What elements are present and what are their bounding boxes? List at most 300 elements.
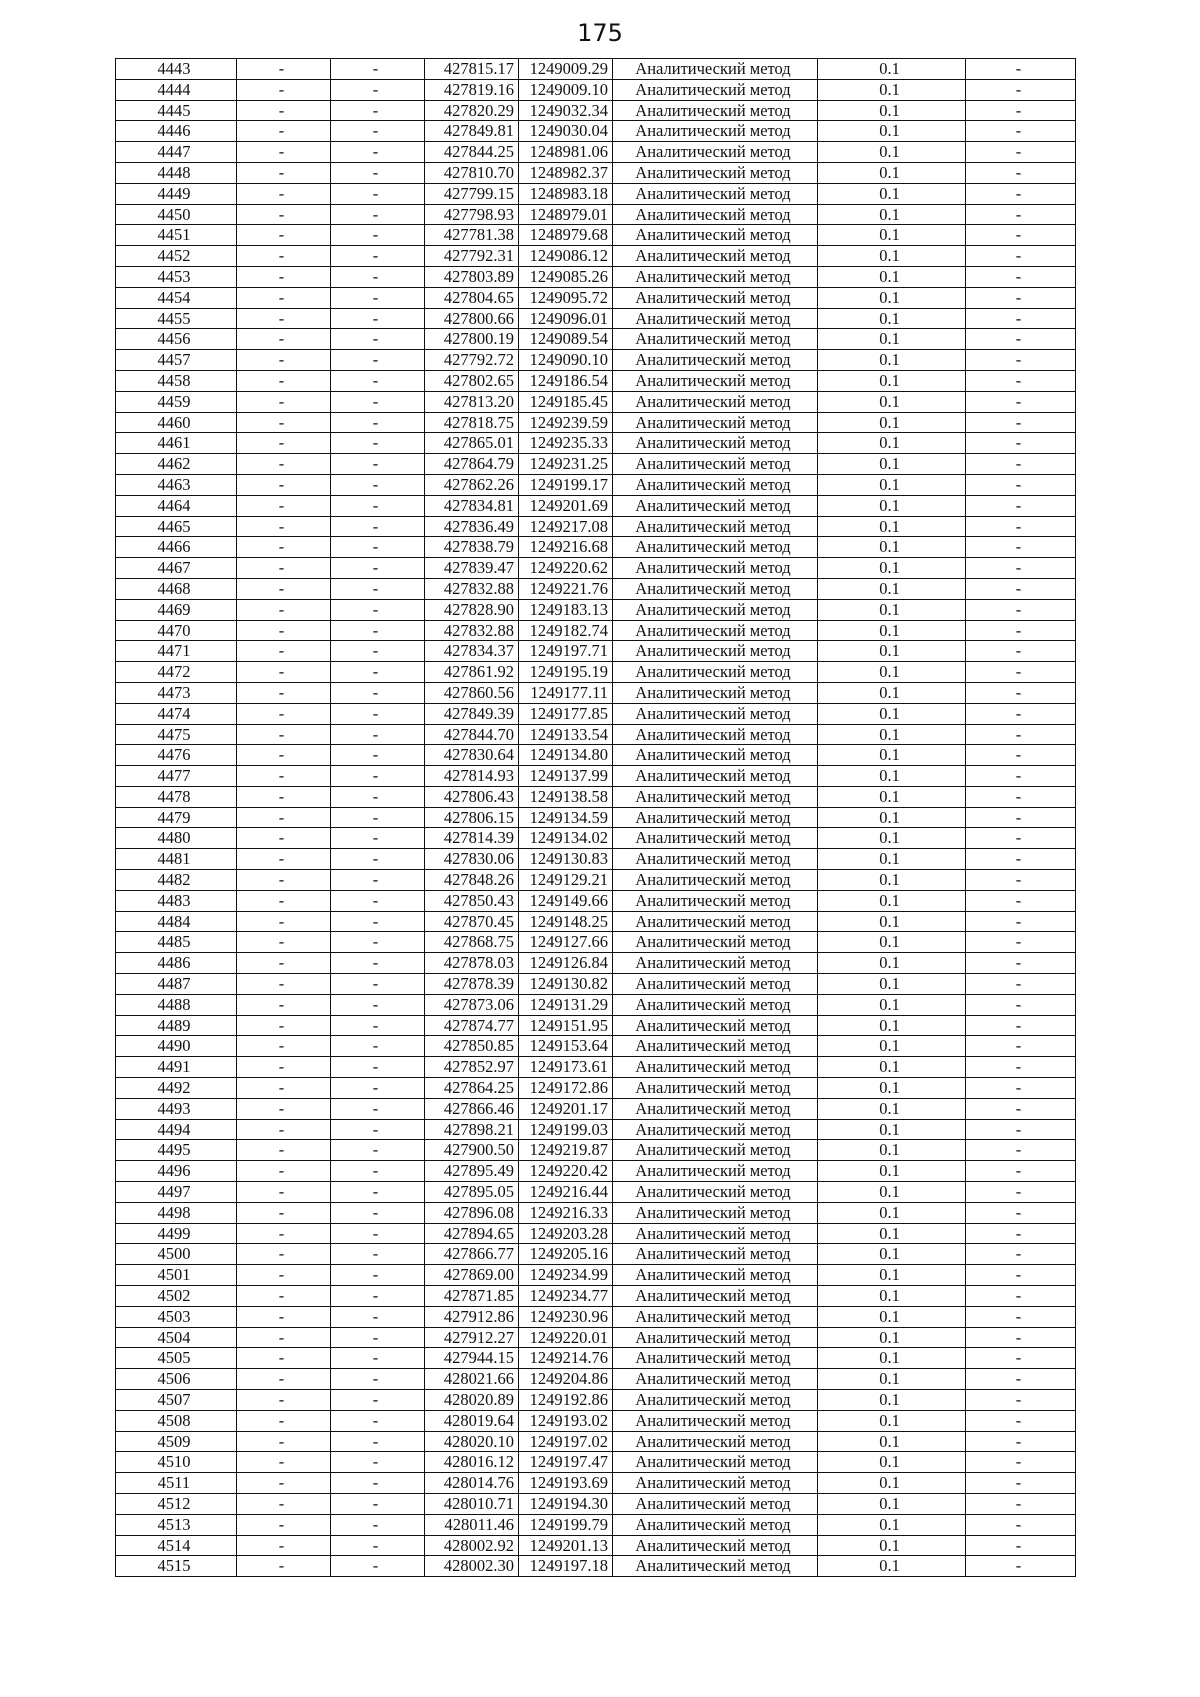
empty-cell: - [966,1493,1076,1514]
y-coordinate-cell: 1249219.87 [519,1140,613,1161]
empty-cell: - [237,911,331,932]
method-cell: Аналитический метод [613,1348,818,1369]
x-coordinate-cell: 427800.19 [425,329,519,350]
empty-cell: - [237,1265,331,1286]
x-coordinate-cell: 427830.64 [425,745,519,766]
empty-cell: - [331,599,425,620]
table-row [116,1098,1076,1119]
point-number-cell: 4466 [116,537,237,558]
accuracy-cell: 0.1 [818,1514,966,1535]
empty-cell: - [237,1244,331,1265]
table-row [116,1036,1076,1057]
empty-cell: - [966,682,1076,703]
method-cell: Аналитический метод [613,1431,818,1452]
accuracy-cell: 0.1 [818,537,966,558]
empty-cell: - [237,1390,331,1411]
y-coordinate-cell: 1249205.16 [519,1244,613,1265]
point-number-cell: 4449 [116,183,237,204]
empty-cell: - [966,1265,1076,1286]
table-row [116,620,1076,641]
empty-cell: - [237,142,331,163]
method-cell: Аналитический метод [613,79,818,100]
point-number-cell: 4474 [116,703,237,724]
empty-cell: - [966,1535,1076,1556]
y-coordinate-cell: 1249090.10 [519,350,613,371]
empty-cell: - [966,641,1076,662]
empty-cell: - [331,828,425,849]
empty-cell: - [966,724,1076,745]
method-cell: Аналитический метод [613,974,818,995]
empty-cell: - [237,516,331,537]
empty-cell: - [331,620,425,641]
y-coordinate-cell: 1249199.79 [519,1514,613,1535]
y-coordinate-cell: 1249235.33 [519,433,613,454]
y-coordinate-cell: 1249149.66 [519,890,613,911]
empty-cell: - [331,204,425,225]
coordinates-table [115,58,1076,1577]
empty-cell: - [237,1348,331,1369]
accuracy-cell: 0.1 [818,1036,966,1057]
empty-cell: - [331,1244,425,1265]
x-coordinate-cell: 427848.26 [425,870,519,891]
point-number-cell: 4443 [116,59,237,80]
empty-cell: - [237,890,331,911]
method-cell: Аналитический метод [613,890,818,911]
empty-cell: - [237,662,331,683]
point-number-cell: 4460 [116,412,237,433]
x-coordinate-cell: 427838.79 [425,537,519,558]
method-cell: Аналитический метод [613,495,818,516]
method-cell: Аналитический метод [613,1369,818,1390]
empty-cell: - [331,142,425,163]
method-cell: Аналитический метод [613,870,818,891]
method-cell: Аналитический метод [613,1452,818,1473]
method-cell: Аналитический метод [613,433,818,454]
table-row [116,703,1076,724]
empty-cell: - [237,1327,331,1348]
table-row [116,870,1076,891]
empty-cell: - [237,79,331,100]
table-row [116,1369,1076,1390]
point-number-cell: 4511 [116,1473,237,1494]
empty-cell: - [331,1410,425,1431]
empty-cell: - [331,121,425,142]
method-cell: Аналитический метод [613,183,818,204]
method-cell: Аналитический метод [613,932,818,953]
table-row [116,162,1076,183]
empty-cell: - [331,849,425,870]
empty-cell: - [966,870,1076,891]
empty-cell: - [966,391,1076,412]
point-number-cell: 4494 [116,1119,237,1140]
point-number-cell: 4502 [116,1286,237,1307]
method-cell: Аналитический метод [613,1493,818,1514]
empty-cell: - [331,766,425,787]
x-coordinate-cell: 428010.71 [425,1493,519,1514]
table-row [116,1244,1076,1265]
x-coordinate-cell: 427815.17 [425,59,519,80]
empty-cell: - [331,1265,425,1286]
empty-cell: - [966,1431,1076,1452]
table-row [116,1202,1076,1223]
empty-cell: - [237,204,331,225]
empty-cell: - [966,495,1076,516]
y-coordinate-cell: 1249231.25 [519,454,613,475]
table-body [116,59,1076,1577]
table-row [116,329,1076,350]
empty-cell: - [966,1410,1076,1431]
y-coordinate-cell: 1249220.42 [519,1161,613,1182]
accuracy-cell: 0.1 [818,1390,966,1411]
method-cell: Аналитический метод [613,703,818,724]
x-coordinate-cell: 427836.49 [425,516,519,537]
table-row [116,495,1076,516]
empty-cell: - [331,807,425,828]
empty-cell: - [237,495,331,516]
y-coordinate-cell: 1249148.25 [519,911,613,932]
empty-cell: - [237,994,331,1015]
accuracy-cell: 0.1 [818,121,966,142]
empty-cell: - [237,641,331,662]
accuracy-cell: 0.1 [818,1369,966,1390]
x-coordinate-cell: 427781.38 [425,225,519,246]
point-number-cell: 4498 [116,1202,237,1223]
empty-cell: - [966,266,1076,287]
x-coordinate-cell: 427860.56 [425,682,519,703]
table-row [116,1390,1076,1411]
empty-cell: - [966,1161,1076,1182]
empty-cell: - [237,786,331,807]
empty-cell: - [331,79,425,100]
x-coordinate-cell: 428014.76 [425,1473,519,1494]
y-coordinate-cell: 1249216.33 [519,1202,613,1223]
empty-cell: - [237,287,331,308]
empty-cell: - [331,433,425,454]
x-coordinate-cell: 427844.25 [425,142,519,163]
table-row [116,454,1076,475]
empty-cell: - [331,786,425,807]
method-cell: Аналитический метод [613,1535,818,1556]
x-coordinate-cell: 427844.70 [425,724,519,745]
x-coordinate-cell: 427798.93 [425,204,519,225]
y-coordinate-cell: 1249183.13 [519,599,613,620]
empty-cell: - [237,1514,331,1535]
table-row [116,932,1076,953]
y-coordinate-cell: 1249032.34 [519,100,613,121]
empty-cell: - [331,932,425,953]
empty-cell: - [966,1473,1076,1494]
y-coordinate-cell: 1249172.86 [519,1078,613,1099]
empty-cell: - [966,142,1076,163]
y-coordinate-cell: 1249030.04 [519,121,613,142]
empty-cell: - [237,1140,331,1161]
empty-cell: - [237,599,331,620]
method-cell: Аналитический метод [613,828,818,849]
accuracy-cell: 0.1 [818,287,966,308]
empty-cell: - [237,745,331,766]
table-row [116,287,1076,308]
empty-cell: - [237,162,331,183]
x-coordinate-cell: 427866.77 [425,1244,519,1265]
empty-cell: - [331,454,425,475]
accuracy-cell: 0.1 [818,1327,966,1348]
empty-cell: - [331,1078,425,1099]
method-cell: Аналитический метод [613,1556,818,1577]
empty-cell: - [237,266,331,287]
y-coordinate-cell: 1249221.76 [519,578,613,599]
empty-cell: - [237,766,331,787]
empty-cell: - [237,1078,331,1099]
accuracy-cell: 0.1 [818,1535,966,1556]
empty-cell: - [331,682,425,703]
point-number-cell: 4484 [116,911,237,932]
point-number-cell: 4463 [116,474,237,495]
empty-cell: - [331,1223,425,1244]
method-cell: Аналитический метод [613,1161,818,1182]
empty-cell: - [331,100,425,121]
table-row [116,59,1076,80]
point-number-cell: 4448 [116,162,237,183]
empty-cell: - [966,204,1076,225]
empty-cell: - [331,1286,425,1307]
table-row [116,599,1076,620]
table-row [116,79,1076,100]
point-number-cell: 4503 [116,1306,237,1327]
y-coordinate-cell: 1249134.59 [519,807,613,828]
empty-cell: - [331,994,425,1015]
point-number-cell: 4453 [116,266,237,287]
empty-cell: - [237,1556,331,1577]
empty-cell: - [331,537,425,558]
x-coordinate-cell: 427813.20 [425,391,519,412]
y-coordinate-cell: 1249197.02 [519,1431,613,1452]
method-cell: Аналитический метод [613,1473,818,1494]
y-coordinate-cell: 1249203.28 [519,1223,613,1244]
y-coordinate-cell: 1249185.45 [519,391,613,412]
y-coordinate-cell: 1249096.01 [519,308,613,329]
empty-cell: - [237,1286,331,1307]
method-cell: Аналитический метод [613,266,818,287]
x-coordinate-cell: 427792.72 [425,350,519,371]
table-row [116,183,1076,204]
point-number-cell: 4472 [116,662,237,683]
accuracy-cell: 0.1 [818,807,966,828]
x-coordinate-cell: 427814.39 [425,828,519,849]
empty-cell: - [237,1431,331,1452]
empty-cell: - [966,162,1076,183]
method-cell: Аналитический метод [613,911,818,932]
y-coordinate-cell: 1249151.95 [519,1015,613,1036]
point-number-cell: 4456 [116,329,237,350]
accuracy-cell: 0.1 [818,1410,966,1431]
point-number-cell: 4452 [116,246,237,267]
accuracy-cell: 0.1 [818,59,966,80]
accuracy-cell: 0.1 [818,142,966,163]
empty-cell: - [331,1161,425,1182]
y-coordinate-cell: 1249214.76 [519,1348,613,1369]
point-number-cell: 4486 [116,953,237,974]
x-coordinate-cell: 428002.30 [425,1556,519,1577]
empty-cell: - [966,1514,1076,1535]
empty-cell: - [966,911,1076,932]
accuracy-cell: 0.1 [818,1286,966,1307]
accuracy-cell: 0.1 [818,474,966,495]
empty-cell: - [966,537,1076,558]
y-coordinate-cell: 1249138.58 [519,786,613,807]
empty-cell: - [966,370,1076,391]
table-row [116,1348,1076,1369]
x-coordinate-cell: 427850.85 [425,1036,519,1057]
empty-cell: - [966,183,1076,204]
empty-cell: - [966,994,1076,1015]
table-row [116,1306,1076,1327]
empty-cell: - [331,329,425,350]
accuracy-cell: 0.1 [818,204,966,225]
accuracy-cell: 0.1 [818,703,966,724]
empty-cell: - [331,474,425,495]
method-cell: Аналитический метод [613,142,818,163]
accuracy-cell: 0.1 [818,911,966,932]
point-number-cell: 4497 [116,1182,237,1203]
x-coordinate-cell: 427834.81 [425,495,519,516]
empty-cell: - [237,620,331,641]
table-row [116,828,1076,849]
accuracy-cell: 0.1 [818,890,966,911]
table-row [116,578,1076,599]
table-row [116,121,1076,142]
accuracy-cell: 0.1 [818,620,966,641]
point-number-cell: 4492 [116,1078,237,1099]
empty-cell: - [331,59,425,80]
x-coordinate-cell: 428020.10 [425,1431,519,1452]
empty-cell: - [331,1473,425,1494]
empty-cell: - [966,246,1076,267]
point-number-cell: 4500 [116,1244,237,1265]
accuracy-cell: 0.1 [818,183,966,204]
method-cell: Аналитический метод [613,412,818,433]
table-row [116,1452,1076,1473]
table-row [116,1140,1076,1161]
x-coordinate-cell: 427895.49 [425,1161,519,1182]
point-number-cell: 4505 [116,1348,237,1369]
point-number-cell: 4491 [116,1057,237,1078]
point-number-cell: 4464 [116,495,237,516]
point-number-cell: 4478 [116,786,237,807]
method-cell: Аналитический метод [613,558,818,579]
table-row [116,1057,1076,1078]
empty-cell: - [966,953,1076,974]
method-cell: Аналитический метод [613,370,818,391]
point-number-cell: 4446 [116,121,237,142]
empty-cell: - [966,1369,1076,1390]
y-coordinate-cell: 1249137.99 [519,766,613,787]
empty-cell: - [966,1390,1076,1411]
method-cell: Аналитический метод [613,1098,818,1119]
y-coordinate-cell: 1249197.71 [519,641,613,662]
y-coordinate-cell: 1248979.01 [519,204,613,225]
accuracy-cell: 0.1 [818,1202,966,1223]
empty-cell: - [331,370,425,391]
empty-cell: - [237,412,331,433]
empty-cell: - [331,745,425,766]
point-number-cell: 4457 [116,350,237,371]
empty-cell: - [237,1535,331,1556]
table-row [116,1223,1076,1244]
accuracy-cell: 0.1 [818,1078,966,1099]
empty-cell: - [331,412,425,433]
table-row [116,786,1076,807]
empty-cell: - [331,246,425,267]
empty-cell: - [237,703,331,724]
empty-cell: - [966,1036,1076,1057]
accuracy-cell: 0.1 [818,266,966,287]
y-coordinate-cell: 1249089.54 [519,329,613,350]
x-coordinate-cell: 428016.12 [425,1452,519,1473]
accuracy-cell: 0.1 [818,454,966,475]
empty-cell: - [331,1057,425,1078]
empty-cell: - [331,1514,425,1535]
empty-cell: - [237,1015,331,1036]
accuracy-cell: 0.1 [818,870,966,891]
x-coordinate-cell: 427804.65 [425,287,519,308]
accuracy-cell: 0.1 [818,1161,966,1182]
x-coordinate-cell: 427792.31 [425,246,519,267]
empty-cell: - [966,828,1076,849]
accuracy-cell: 0.1 [818,578,966,599]
empty-cell: - [331,225,425,246]
accuracy-cell: 0.1 [818,1556,966,1577]
point-number-cell: 4508 [116,1410,237,1431]
empty-cell: - [237,246,331,267]
method-cell: Аналитический метод [613,454,818,475]
point-number-cell: 4499 [116,1223,237,1244]
table-row [116,266,1076,287]
table-row [116,662,1076,683]
empty-cell: - [966,1348,1076,1369]
y-coordinate-cell: 1249153.64 [519,1036,613,1057]
table-row [116,1161,1076,1182]
empty-cell: - [966,1119,1076,1140]
method-cell: Аналитический метод [613,329,818,350]
x-coordinate-cell: 427894.65 [425,1223,519,1244]
x-coordinate-cell: 427832.88 [425,620,519,641]
method-cell: Аналитический метод [613,724,818,745]
x-coordinate-cell: 428019.64 [425,1410,519,1431]
accuracy-cell: 0.1 [818,329,966,350]
empty-cell: - [331,162,425,183]
point-number-cell: 4512 [116,1493,237,1514]
empty-cell: - [331,183,425,204]
empty-cell: - [966,308,1076,329]
y-coordinate-cell: 1248983.18 [519,183,613,204]
empty-cell: - [966,474,1076,495]
point-number-cell: 4489 [116,1015,237,1036]
empty-cell: - [237,558,331,579]
empty-cell: - [966,1140,1076,1161]
x-coordinate-cell: 427896.08 [425,1202,519,1223]
table-row [116,1078,1076,1099]
empty-cell: - [237,1493,331,1514]
method-cell: Аналитический метод [613,121,818,142]
empty-cell: - [331,308,425,329]
point-number-cell: 4496 [116,1161,237,1182]
x-coordinate-cell: 427849.81 [425,121,519,142]
point-number-cell: 4475 [116,724,237,745]
accuracy-cell: 0.1 [818,246,966,267]
x-coordinate-cell: 427878.39 [425,974,519,995]
empty-cell: - [237,953,331,974]
method-cell: Аналитический метод [613,1306,818,1327]
